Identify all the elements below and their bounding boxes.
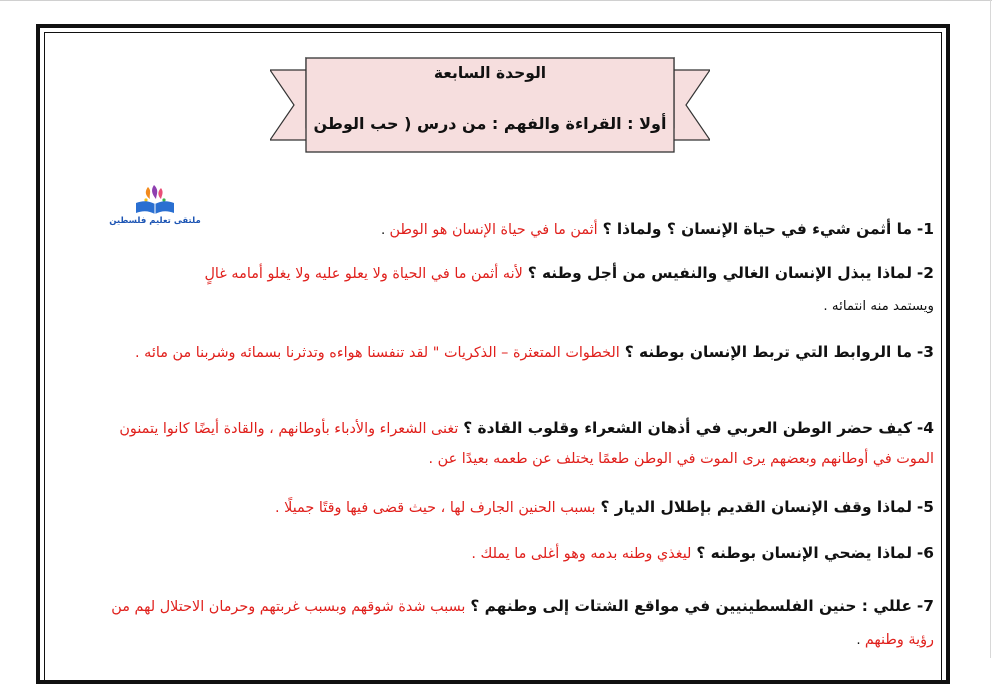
question-number: 6- [916,544,934,562]
qa-item-7 [90,590,934,657]
question-number: 4- [916,419,934,437]
question-number: 3- [916,343,934,361]
answer-tail: . [381,223,390,238]
answer-text: الخطوات المتعثرة – الذكريات " لقد تنفسنا هواءه وتدثرنا بسمائه وشربنا من مائه . [135,345,620,361]
question-number: 7- [916,597,934,615]
answer-text: بسبب الحنين الجارف لها ، حيث قضى فيها وقتًا جميلًا . [274,500,596,516]
qa-item-6 [90,538,934,569]
answer-text: ليغذي وطنه بدمه وهو أغلى ما يملك . [471,546,692,562]
page-edge-top [0,0,992,1]
answer-text: لأنه أثمن ما في الحياة ولا يعلو عليه ولا يغلو أمامه غالٍ [204,266,523,282]
answer-tail: . [856,633,865,648]
question-text: ما الروابط التي تربط الإنسان بوطنه ؟ [624,343,912,361]
answer-text: بسبب شدة شوقهم وبسبب غربتهم وحرمان الاحتلال لهم من رؤية وطنهم [111,599,934,648]
answer-text: تغنى الشعراء والأدباء بأوطانهم ، والقادة أيضًا كانوا يتمنون الموت في أوطانهم وبعضهم يرى الموت في الوطن طعمًا يختلف عن طعمه بعيدًا عن . [119,421,934,467]
qa-item-3 [90,338,934,368]
question-text: لماذا يضحي الإنسان بوطنه ؟ [696,544,912,562]
qa-item-2 [90,258,934,322]
question-text: كيف حضر الوطن العربي في أذهان الشعراء وقلوب القادة ؟ [463,419,912,437]
title-banner [270,48,710,160]
qa-item-1 [90,214,934,246]
qa-item-4 [90,414,934,474]
question-number: 1- [916,220,934,238]
qa-item-5 [90,492,934,523]
logo-label: ملتقى تعليم فلسطين [109,216,201,226]
question-text: ما أثمن شيء في حياة الإنسان ؟ ولماذا ؟ [602,220,912,238]
answer-text: أثمن ما في حياة الإنسان هو الوطن [389,222,598,238]
question-text: لماذا وقف الإنسان القديم بإطلال الديار ؟ [600,498,912,516]
question-number: 5- [916,498,934,516]
book-flame-icon [106,183,204,217]
answer-tail: ويستمد منه انتمائه . [823,299,934,314]
page-edge-right [990,0,991,658]
unit-title: الوحدة السابعة [433,64,547,82]
lesson-subtitle: أولا : القراءة والفهم : من درس ( حب الوطن [313,114,667,133]
question-text: لماذا يبذل الإنسان الغالي والنفيس من أجل وطنه ؟ [527,264,912,282]
question-text: عللي : حنين الفلسطينيين في مواقع الشتات إلى وطنهم ؟ [470,597,912,615]
question-number: 2- [916,264,934,282]
